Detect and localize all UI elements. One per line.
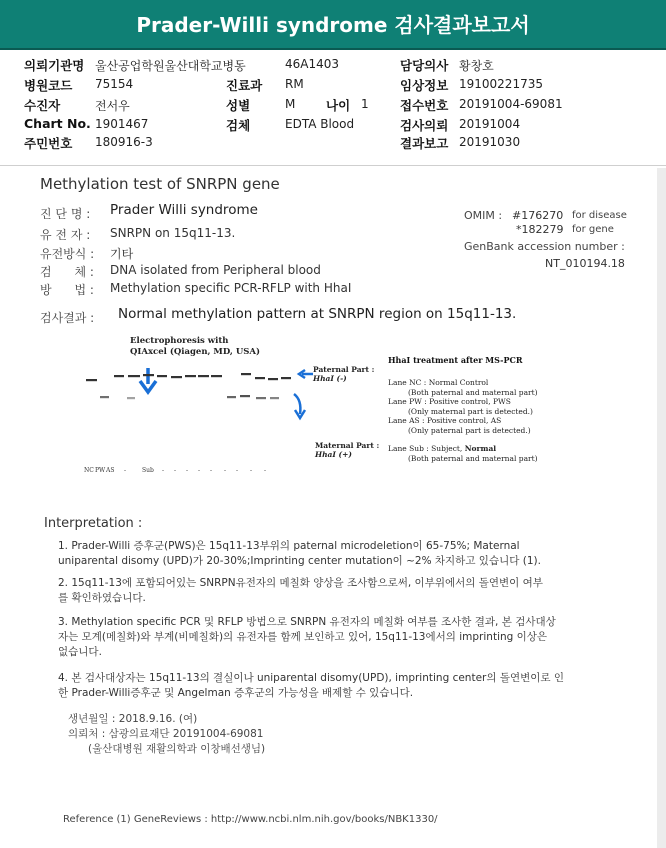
interpretation-item-2-line2: 를 확인하였습니다. xyxy=(58,592,146,604)
paternal-band xyxy=(268,378,278,380)
request-date-label: 검사의뢰 xyxy=(400,118,449,133)
sex-label: 성별 xyxy=(226,98,251,113)
paternal-band xyxy=(171,376,182,378)
legend-sub-line1: Lane Sub : Subject, xyxy=(388,444,463,453)
interpretation-heading: Interpretation : xyxy=(44,516,143,531)
lane-label: - xyxy=(236,467,239,474)
interpretation-item-4 xyxy=(58,671,564,701)
receipt-value: 20191004-69081 xyxy=(459,97,563,111)
age-label: 나이 xyxy=(326,98,351,113)
genbank-label: GenBank accession number : xyxy=(464,240,625,253)
lane-label: - xyxy=(174,467,177,474)
lane-label: PW xyxy=(95,467,106,474)
paternal-band xyxy=(255,377,265,379)
paternal-band xyxy=(211,375,222,377)
method-specimen-value: DNA isolated from Peripheral blood xyxy=(110,263,321,277)
rrn-label: 주민번호 xyxy=(24,136,73,151)
lane-label: NC xyxy=(84,467,94,474)
lane-label: - xyxy=(264,467,267,474)
lane-label: Sub xyxy=(142,467,154,474)
maternal-part-line2: HhaI (+) xyxy=(315,450,352,459)
omim-gene: *182279 xyxy=(516,223,564,236)
interpretation-item-1 xyxy=(58,539,541,569)
interpretation-item-4-line2: 한 Prader-Willi증후군 및 Angelman 증후군의 가능성을 배제할 수 있습니다. xyxy=(58,687,414,699)
lane-legend xyxy=(388,378,538,463)
lane-label: - xyxy=(210,467,213,474)
interpretation-item-3-line1: 3. Methylation specific PCR 및 RFLP 방법으로 SNRPN 유전자의 메칠화 여부를 조사한 결과, 본 검사대상 xyxy=(58,616,556,628)
rrn-value: 180916-3 xyxy=(95,135,153,149)
institution-label: 의뢰기관명 xyxy=(24,58,85,73)
lane-labels xyxy=(84,467,314,477)
inheritance-label: 유전방식 : xyxy=(40,247,95,261)
title-bar xyxy=(0,0,666,50)
clinical-info-value: 19100221735 xyxy=(459,77,543,91)
legend-nc-line2: (Both paternal and maternal part) xyxy=(408,387,538,397)
lane-label: - xyxy=(186,467,189,474)
department-value: RM xyxy=(285,77,304,91)
patient-value: 전서우 xyxy=(95,99,130,113)
paternal-band xyxy=(128,375,140,377)
maternal-band xyxy=(127,397,135,399)
paternal-band xyxy=(143,374,154,376)
maternal-part-label xyxy=(315,441,379,459)
page-edge xyxy=(657,168,666,848)
report-date-value: 20191030 xyxy=(459,135,521,149)
legend-sub-result: Normal xyxy=(464,444,497,453)
legend-pw-line2: (Only maternal part is detected.) xyxy=(408,406,533,416)
result-label: 검사결과 : xyxy=(40,311,95,325)
paternal-band xyxy=(185,375,196,377)
report-heading: Methylation test of SNRPN gene xyxy=(40,175,280,193)
method-specimen-label: 검 체 : xyxy=(40,265,94,279)
interpretation-item-2 xyxy=(58,576,543,606)
maternal-bands xyxy=(100,395,279,399)
paternal-part-line1: Paternal Part : xyxy=(313,365,375,374)
maternal-band xyxy=(100,396,109,398)
chart-label: Chart No. xyxy=(24,116,91,131)
interpretation-item-1-line2: uniparental disomy (UPD)가 20-30%;Imprinting center mutation이 ~2% 차지하고 있습니다 (1). xyxy=(58,555,541,567)
omim-disease-note: for disease xyxy=(572,210,627,221)
paternal-part-line2: HhaI (-) xyxy=(313,374,347,383)
method-value: Methylation specific PCR-RFLP with HhaI xyxy=(110,281,352,295)
patient-note xyxy=(68,712,265,757)
paternal-band xyxy=(86,379,97,381)
inheritance-value: 기타 xyxy=(110,247,134,261)
omim-disease: #176270 xyxy=(512,209,564,222)
report-sheet xyxy=(0,168,658,848)
doctor-label: 담당의사 xyxy=(400,58,449,73)
method-label: 방 법 : xyxy=(40,283,94,297)
doctor-value: 황창호 xyxy=(459,59,494,73)
requester-note: 의뢰처 : 삼광의료재단 20191004-69081 xyxy=(68,728,264,740)
gene-value: SNRPN on 15q11-13. xyxy=(110,226,236,240)
electrophoresis-title xyxy=(130,336,260,358)
maternal-part-line1: Maternal Part : xyxy=(315,441,380,450)
interpretation-item-3 xyxy=(58,615,556,660)
paternal-band xyxy=(241,373,251,375)
lane-label: - xyxy=(224,467,227,474)
lane-label: - xyxy=(198,467,201,474)
lane-label: AS xyxy=(106,467,115,474)
lane-label: - xyxy=(162,467,165,474)
diagnosis-label: 진 단 명 : xyxy=(40,207,91,221)
lane-label: - xyxy=(250,467,253,474)
legend-pw-line1: Lane PW : Positive control, PWS xyxy=(388,397,511,406)
paternal-bands xyxy=(86,373,291,381)
maternal-band xyxy=(227,396,236,398)
report-date-label: 결과보고 xyxy=(400,136,449,151)
paternal-band xyxy=(114,375,124,377)
legend-sub-line2: (Both paternal and maternal part) xyxy=(408,453,538,463)
requester-sub-note: (울산대병원 재활의학과 이창배선생님) xyxy=(88,743,266,755)
department-label: 진료과 xyxy=(226,78,263,93)
interpretation-item-3-line3: 없습니다. xyxy=(58,646,102,658)
interpretation-item-3-line2: 자는 모계(메칠화)와 부계(비메칠화)의 유전자를 함께 보인하고 있어, 15q11-13에서의 imprinting 이상은 xyxy=(58,631,548,643)
sex-value: M xyxy=(285,97,296,111)
legend-as-line2: (Only paternal part is detected.) xyxy=(408,425,531,435)
paternal-band xyxy=(157,375,167,377)
lane-label: - xyxy=(124,467,127,474)
interpretation-item-1-line1: 1. Prader-Willi 증후군(PWS)은 15q11-13부위의 paternal microdeletion이 65-75%; Maternal xyxy=(58,540,520,552)
result-value: Normal methylation pattern at SNRPN region on 15q11-13. xyxy=(118,306,517,322)
age-value: 1 xyxy=(361,97,369,111)
hospital-code-value: 75154 xyxy=(95,77,134,91)
specimen-value: EDTA Blood xyxy=(285,117,355,131)
gene-label: 유 전 자 : xyxy=(40,228,91,242)
electrophoresis-title-line2: QIAxcel (Qiagen, MD, USA) xyxy=(130,347,260,357)
legend-nc-line1: Lane NC : Normal Control xyxy=(388,378,489,387)
request-date-value: 20191004 xyxy=(459,117,521,131)
patient-header xyxy=(0,50,666,166)
interpretation-item-4-line1: 4. 본 검사대상자는 15q11-13의 결실이나 uniparental disomy(UPD), imprinting center의 돌연변이로 인 xyxy=(58,672,565,684)
omim-gene-note: for gene xyxy=(572,224,614,235)
interpretation-item-2-line1: 2. 15q11-13에 포함되어있는 SNRPN유전자의 메칠화 양상을 조사함으로써, 이부위에서의 돌연변이 여부 xyxy=(58,577,543,589)
paternal-band xyxy=(198,375,209,377)
reference-line: Reference (1) GeneReviews : http://www.ncbi.nlm.nih.gov/books/NBK1330/ xyxy=(63,814,438,825)
diagnosis-value: Prader Willi syndrome xyxy=(110,202,258,218)
institution-code: 46A1403 xyxy=(285,57,340,71)
specimen-label: 검체 xyxy=(226,118,251,133)
electrophoresis-title-line1: Electrophoresis with xyxy=(130,336,229,346)
omim-label: OMIM : xyxy=(464,209,503,222)
receipt-label: 접수번호 xyxy=(400,98,449,113)
patient-label: 수진자 xyxy=(24,98,61,113)
genbank-value: NT_010194.18 xyxy=(545,257,625,270)
institution-value: 울산공업학원울산대학교병동 xyxy=(95,59,246,73)
hospital-code-label: 병원코드 xyxy=(24,78,73,93)
clinical-info-label: 임상정보 xyxy=(400,78,449,93)
maternal-band xyxy=(240,395,250,397)
treatment-title: HhaI treatment after MS-PCR xyxy=(388,355,523,365)
birth-date-note: 생년월일 : 2018.9.16. (여) xyxy=(68,713,198,725)
paternal-band xyxy=(281,377,291,379)
paternal-part-label xyxy=(313,365,374,383)
chart-value: 1901467 xyxy=(95,117,149,131)
page-title: Prader-Willi syndrome 검사결과보고서 xyxy=(136,13,530,37)
maternal-band xyxy=(256,397,266,399)
legend-as-line1: Lane AS : Positive control, AS xyxy=(388,416,502,425)
maternal-band xyxy=(270,397,279,399)
